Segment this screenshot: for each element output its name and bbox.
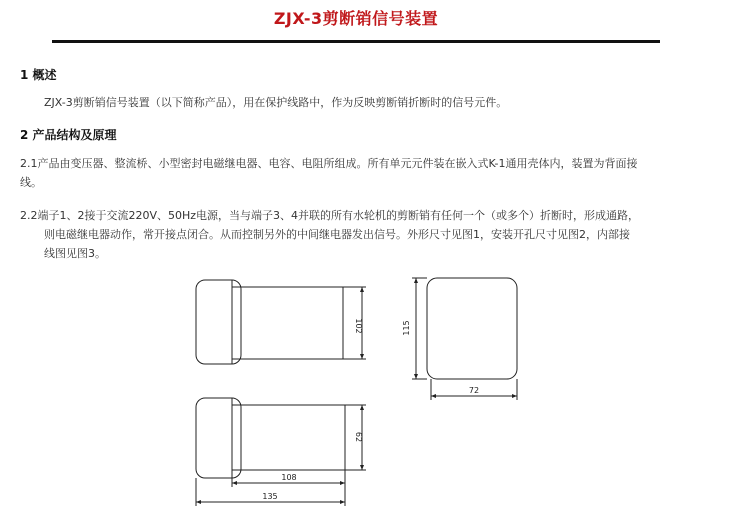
front-view-drawing bbox=[412, 278, 517, 400]
section-2-2-line-3: 线图见图3。 bbox=[44, 247, 106, 260]
section-1-heading: 1 概述 bbox=[20, 68, 57, 82]
section-1-body: ZJX-3剪断销信号装置（以下简称产品），用在保护线路中，作为反映剪断销折断时的信号元件。 bbox=[44, 96, 508, 109]
section-2-2-line-1: 2.2端子1、2接于交流220V、50Hz电源，当与端子3、4并联的所有水轮机的剪断销有任何一个（或多个）折断时，形成通路， bbox=[20, 209, 640, 222]
dimension-label-62: 62 bbox=[354, 431, 363, 443]
dimension-label-135: 135 bbox=[262, 492, 278, 501]
section-2-2-line-2: 则电磁继电器动作，常开接点闭合。从而控制另外的中间继电器发出信号。外形尺寸见图1，安装开孔尺寸见图2，内部接 bbox=[44, 228, 630, 241]
dimension-label-115: 115 bbox=[402, 320, 411, 336]
page-title: ZJX-3剪断销信号装置 bbox=[273, 9, 439, 28]
dimension-label-102: 102 bbox=[354, 318, 363, 334]
dimension-label-108: 108 bbox=[281, 473, 297, 482]
dimension-label-72: 72 bbox=[468, 386, 480, 395]
section-2-heading: 2 产品结构及原理 bbox=[20, 128, 117, 142]
section-2-1-line-1: 2.1产品由变压器、整流桥、小型密封电磁继电器、电容、电阻所组成。所有单元元件装在嵌入式K-1通用壳体内，装置为背面接 bbox=[20, 157, 638, 170]
section-2-1-line-2: 线。 bbox=[20, 176, 42, 189]
side-view-top-drawing bbox=[196, 280, 366, 364]
side-view-bottom-drawing bbox=[196, 398, 366, 506]
